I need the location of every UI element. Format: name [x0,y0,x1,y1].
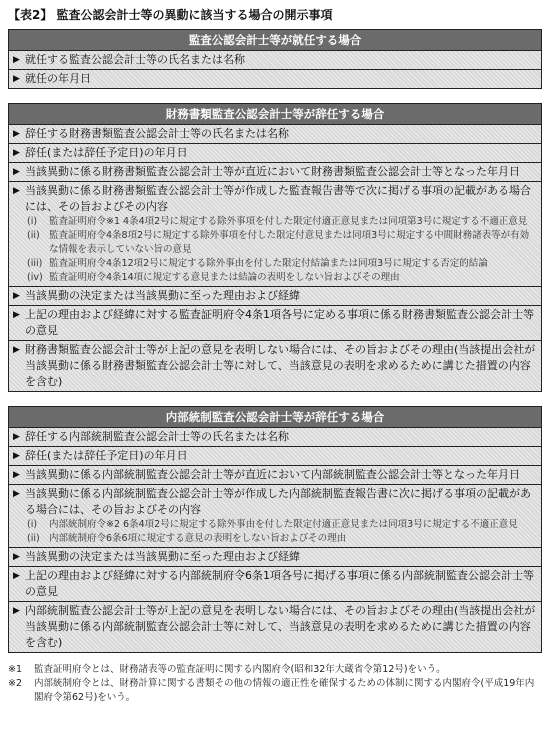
table-row [9,306,541,341]
sub-item [25,518,537,532]
triangle-bullet-icon: ▶ [13,129,20,139]
row-text: 辞任(または辞任予定日)の年月日 [25,146,188,159]
table-header: 監査公認会計士等が就任する場合 [9,30,541,51]
row-text: 当該異動に係る内部統制監査公認会計士等が直近において内部統制監査公認会計士等となった年月日 [25,468,520,481]
triangle-bullet-icon: ▶ [13,74,20,84]
table-row [9,567,541,602]
sub-item-number: (i) [27,216,38,227]
table-row [9,341,541,391]
sub-item [25,257,537,271]
footnote [8,677,542,705]
row-text: 就任する監査公認会計士等の氏名または名称 [25,53,245,66]
row-text: 内部統制監査公認会計士等が上記の意見を表明しない場合には、その旨およびその理由(当該提出会社が当該異動に係る内部統制監査公認会計士等に対して、当該意見の表明を求めるために講じた措置の内容を含む) [25,604,536,649]
row-text: 就任の年月日 [25,72,91,85]
disclosure-table [8,29,542,89]
table-header: 内部統制監査公認会計士等が辞任する場合 [9,407,541,428]
sub-item-number: (iii) [27,258,43,269]
row-content [25,183,537,285]
triangle-bullet-icon: ▶ [13,432,20,442]
triangle-bullet-icon: ▶ [13,345,20,355]
table-row [9,447,541,466]
row-content [25,448,537,464]
sub-item [25,229,537,257]
sub-item-text: 監査証明府令※1 4条4項2号に規定する除外事項を付した限定付適正意見または同項第3号に規定する不適正意見 [49,216,528,227]
row-content [25,429,537,445]
footnote-text: 内部統制府令とは、財務計算に関する書類その他の情報の適正性を確保するための体制に関する内閣府令(平成19年内閣府令第62号)をいう。 [34,678,535,703]
table-row [9,287,541,306]
row-text: 辞任する財務書類監査公認会計士等の氏名または名称 [25,127,289,140]
row-text: 辞任(または辞任予定日)の年月日 [25,449,188,462]
triangle-bullet-icon: ▶ [13,291,20,301]
row-content [25,71,537,87]
row-content [25,126,537,142]
footnote-mark: ※1 [8,664,23,675]
table-row [9,144,541,163]
row-content [25,549,537,565]
table-row [9,548,541,567]
triangle-bullet-icon: ▶ [13,310,20,320]
table-row [9,51,541,70]
row-text: 上記の理由および経緯に対する監査証明府令4条1項各号に定める事項に係る財務書類監査公認会計士等の意見 [25,308,534,337]
row-text: 当該異動に係る内部統制監査公認会計士等が作成した内部統制監査報告書に次に掲げる事項の記載がある場合には、その旨およびその内容 [25,487,531,516]
row-text: 当該異動に係る財務書類監査公認会計士等が作成した監査報告書等で次に掲げる事項の記載がある場合には、その旨およびその内容 [25,184,531,213]
row-content [25,603,537,651]
sub-item-number: (iv) [27,272,43,283]
triangle-bullet-icon: ▶ [13,167,20,177]
sub-item [25,215,537,229]
sub-item-text: 監査証明府令4条8項2号に規定する除外事項を付した限定付意見または同項3号に規定する中間財務諸表等が有効な情報を表示していない旨の意見 [49,230,530,255]
row-content [25,486,537,546]
sub-item [25,532,537,546]
row-text: 当該異動の決定または当該異動に至った理由および経緯 [25,289,300,302]
table-header: 財務書類監査公認会計士等が辞任する場合 [9,104,541,125]
row-text: 辞任する内部統制監査公認会計士等の氏名または名称 [25,430,289,443]
sub-item-text: 監査証明府令4条12項2号に規定する除外事由を付した限定付結論または同項3号に規定する否定的結論 [49,258,488,269]
disclosure-table [8,103,542,392]
row-content [25,145,537,161]
footnote-text: 監査証明府令とは、財務諸表等の監査証明に関する内閣府令(昭和32年大蔵省令第12号)をいう。 [34,664,446,675]
table-row [9,485,541,548]
row-content [25,288,537,304]
triangle-bullet-icon: ▶ [13,606,20,616]
table-row [9,466,541,485]
row-text: 財務書類監査公認会計士等が上記の意見を表明しない場合には、その旨およびその理由(当該提出会社が当該異動に係る財務書類監査公認会計士等に対して、当該意見の表明を求めるために講じた措置の内容を含む) [25,343,536,388]
sub-item-text: 内部統制府令※2 6条4項2号に規定する除外事由を付した限定付適正意見または同項3号に規定する不適正意見 [49,519,518,530]
triangle-bullet-icon: ▶ [13,186,20,196]
footnotes [8,663,542,705]
table-row [9,428,541,447]
sub-item [25,271,537,285]
table-row [9,125,541,144]
table-row [9,163,541,182]
sub-item-text: 監査証明府令4条14項に規定する意見または結論の表明をしない旨およびその理由 [49,272,400,283]
footnote-mark: ※2 [8,678,23,689]
row-content [25,568,537,600]
sub-item-text: 内部統制府令6条6項に規定する意見の表明をしない旨およびその理由 [49,533,347,544]
footnote [8,663,542,677]
row-content [25,52,537,68]
triangle-bullet-icon: ▶ [13,470,20,480]
row-content [25,307,537,339]
triangle-bullet-icon: ▶ [13,489,20,499]
sub-item-number: (ii) [27,230,40,241]
triangle-bullet-icon: ▶ [13,571,20,581]
figure-title: 【表2】 監査公認会計士等の異動に該当する場合の開示事項 [8,8,333,22]
tables-container [8,29,542,653]
row-text: 当該異動に係る財務書類監査公認会計士等が直近において財務書類監査公認会計士等となった年月日 [25,165,520,178]
table-row [9,70,541,88]
row-content [25,467,537,483]
triangle-bullet-icon: ▶ [13,148,20,158]
row-text: 上記の理由および経緯に対する内部統制府令6条1項各号に掲げる事項に係る内部統制監査公認会計士等の意見 [25,569,534,598]
triangle-bullet-icon: ▶ [13,55,20,65]
sub-item-number: (ii) [27,533,40,544]
row-content [25,164,537,180]
triangle-bullet-icon: ▶ [13,451,20,461]
table-row [9,602,541,652]
sub-item-number: (i) [27,519,38,530]
row-content [25,342,537,390]
row-text: 当該異動の決定または当該異動に至った理由および経緯 [25,550,300,563]
disclosure-table [8,406,542,653]
triangle-bullet-icon: ▶ [13,552,20,562]
table-row [9,182,541,287]
